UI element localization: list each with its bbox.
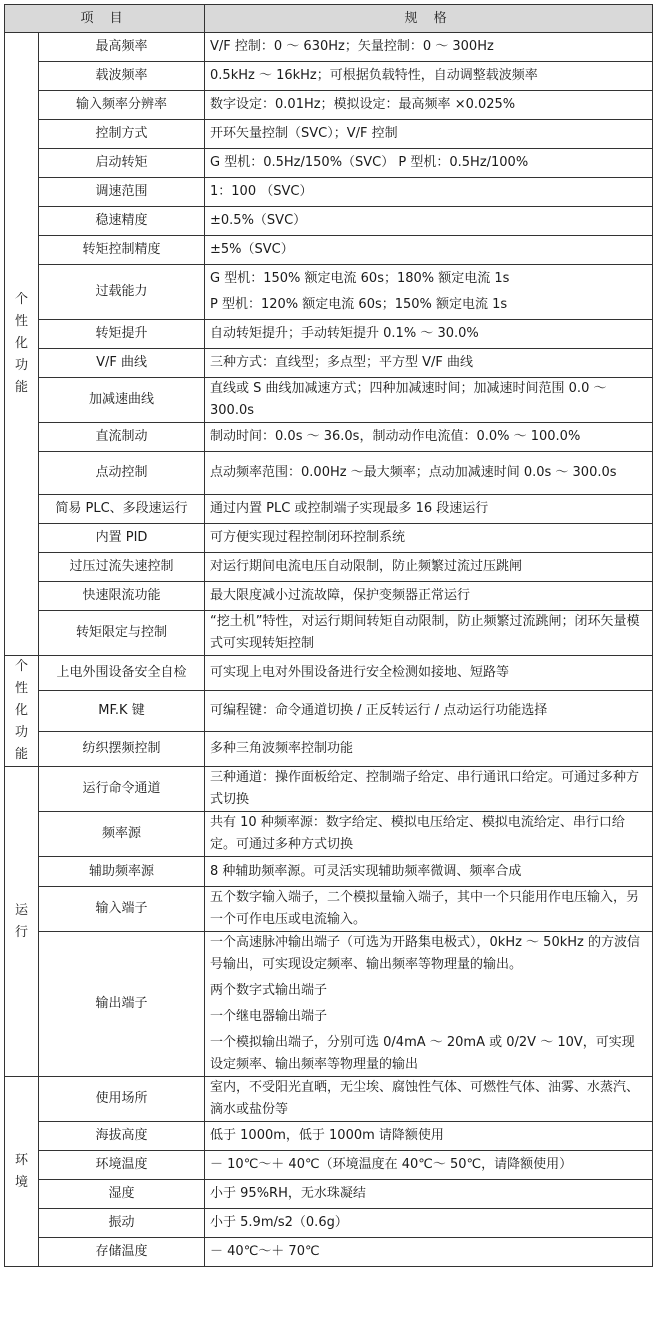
header-spec: 规 格 bbox=[205, 5, 653, 33]
spec-line: G 型机：150% 额定电流 60s；180% 额定电流 1s bbox=[210, 271, 510, 286]
header-row bbox=[5, 5, 653, 33]
spec-cell bbox=[205, 656, 653, 691]
item-cell: 海拔高度 bbox=[39, 1122, 205, 1151]
category-cell: 环 境 bbox=[5, 1077, 39, 1267]
spec-line: 8 种辅助频率源。可灵活实现辅助频率微调、频率合成 bbox=[210, 863, 522, 879]
spec-line: “挖土机”特性，对运行期间转矩自动限制，防止频繁过流跳闸；闭环矢量模式可实现转矩控制 bbox=[210, 614, 640, 651]
item-cell: 输入频率分辨率 bbox=[39, 91, 205, 120]
spec-line: 开环矢量控制（SVC）；V/F 控制 bbox=[210, 126, 398, 141]
item-cell: 存储温度 bbox=[39, 1238, 205, 1267]
spec-cell bbox=[205, 452, 653, 495]
table-row bbox=[5, 320, 653, 349]
spec-cell bbox=[205, 62, 653, 91]
spec-line: 最大限度减小过流故障，保护变频器正常运行 bbox=[210, 588, 471, 603]
spec-line: 一个高速脉冲输出端子（可选为开路集电极式），0kHz ～ 50kHz 的方波信号输出，可实现设定频率、输出频率等物理量的输出。 bbox=[210, 935, 640, 972]
spec-cell bbox=[205, 1151, 653, 1180]
spec-cell bbox=[205, 767, 653, 812]
table-row bbox=[5, 731, 653, 766]
spec-cell bbox=[205, 495, 653, 524]
item-cell: 过压过流失速控制 bbox=[39, 553, 205, 582]
spec-line: 两个数字式输出端子 bbox=[210, 983, 328, 998]
spec-cell bbox=[205, 524, 653, 553]
item-cell: 转矩限定与控制 bbox=[39, 611, 205, 656]
spec-cell bbox=[205, 265, 653, 320]
spec-cell bbox=[205, 1238, 653, 1267]
table-row bbox=[5, 887, 653, 932]
item-cell: 输入端子 bbox=[39, 887, 205, 932]
table-row bbox=[5, 857, 653, 887]
spec-line: 数字设定：0.01Hz；模拟设定：最高频率 ×0.025% bbox=[210, 97, 516, 112]
spec-cell bbox=[205, 1180, 653, 1209]
spec-cell bbox=[205, 553, 653, 582]
table-row bbox=[5, 767, 653, 812]
item-cell: 简易 PLC、多段速运行 bbox=[39, 495, 205, 524]
spec-cell bbox=[205, 691, 653, 731]
spec-line: G 型机：0.5Hz/150%（SVC） P 型机：0.5Hz/100% bbox=[210, 155, 529, 170]
table-row bbox=[5, 378, 653, 423]
spec-line: 0.5kHz ～ 16kHz；可根据负载特性，自动调整载波频率 bbox=[210, 68, 538, 83]
spec-line: 三种方式：直线型；多点型；平方型 V/F 曲线 bbox=[210, 355, 474, 370]
item-cell: 频率源 bbox=[39, 812, 205, 857]
table-row bbox=[5, 611, 653, 656]
table-row bbox=[5, 149, 653, 178]
table-row bbox=[5, 349, 653, 378]
spec-line: 可方便实现过程控制闭环控制系统 bbox=[210, 530, 406, 545]
spec-cell bbox=[205, 1077, 653, 1122]
spec-line: 小于 5.9m/s2（0.6g） bbox=[210, 1215, 348, 1230]
table-row bbox=[5, 1122, 653, 1151]
spec-cell bbox=[205, 91, 653, 120]
spec-line: 可编程键：命令通道切换 / 正反转运行 / 点动运行功能选择 bbox=[210, 702, 548, 718]
table-row bbox=[5, 452, 653, 495]
spec-line: V/F 控制：0 ～ 630Hz；矢量控制：0 ～ 300Hz bbox=[210, 39, 494, 54]
spec-line: 小于 95%RH，无水珠凝结 bbox=[210, 1186, 366, 1201]
item-cell: 快速限流功能 bbox=[39, 582, 205, 611]
table-row bbox=[5, 33, 653, 62]
item-cell: 湿度 bbox=[39, 1180, 205, 1209]
item-cell: 点动控制 bbox=[39, 452, 205, 495]
item-cell: 纺织摆频控制 bbox=[39, 731, 205, 766]
spec-cell bbox=[205, 349, 653, 378]
spec-cell bbox=[205, 423, 653, 452]
category-cell: 运 行 bbox=[5, 767, 39, 1077]
item-cell: 稳速精度 bbox=[39, 207, 205, 236]
spec-line: 对运行期间电流电压自动限制，防止频繁过流过压跳闸 bbox=[210, 559, 523, 574]
spec-line: 室内，不受阳光直晒，无尘埃、腐蚀性气体、可燃性气体、油雾、水蒸汽、滴水或盐份等 bbox=[210, 1080, 640, 1117]
category-cell: 个 性 化 功 能 bbox=[5, 656, 39, 767]
table-row bbox=[5, 495, 653, 524]
item-cell: 最高频率 bbox=[39, 33, 205, 62]
spec-line: － 40℃～＋ 70℃ bbox=[210, 1244, 320, 1259]
spec-line: 可实现上电对外围设备进行安全检测如接地、短路等 bbox=[210, 665, 510, 681]
spec-cell bbox=[205, 378, 653, 423]
spec-cell bbox=[205, 857, 653, 887]
item-cell: 辅助频率源 bbox=[39, 857, 205, 887]
spec-cell bbox=[205, 149, 653, 178]
spec-cell bbox=[205, 731, 653, 766]
item-cell: 输出端子 bbox=[39, 932, 205, 1077]
item-cell: 转矩提升 bbox=[39, 320, 205, 349]
spec-cell bbox=[205, 582, 653, 611]
spec-cell bbox=[205, 320, 653, 349]
spec-cell bbox=[205, 1122, 653, 1151]
table-body bbox=[5, 33, 653, 1267]
spec-cell bbox=[205, 33, 653, 62]
table-row bbox=[5, 1238, 653, 1267]
item-cell: 环境温度 bbox=[39, 1151, 205, 1180]
table-row bbox=[5, 524, 653, 553]
table-row bbox=[5, 1209, 653, 1238]
item-cell: 振动 bbox=[39, 1209, 205, 1238]
spec-line: 点动频率范围：0.00Hz ～最大频率；点动加减速时间 0.0s ～ 300.0s bbox=[210, 465, 617, 480]
item-cell: 加减速曲线 bbox=[39, 378, 205, 423]
spec-cell bbox=[205, 207, 653, 236]
table-row bbox=[5, 1180, 653, 1209]
spec-line: 一个模拟输出端子，分别可选 0/4mA ～ 20mA 或 0/2V ～ 10V，可实现设定频率、输出频率等物理量的输出 bbox=[210, 1035, 635, 1072]
table-row bbox=[5, 932, 653, 1077]
item-cell: 转矩控制精度 bbox=[39, 236, 205, 265]
spec-line: 一个继电器输出端子 bbox=[210, 1009, 328, 1024]
item-cell: 载波频率 bbox=[39, 62, 205, 91]
spec-line: 多种三角波频率控制功能 bbox=[210, 740, 354, 756]
spec-line: 直线或 S 曲线加减速方式；四种加减速时间；加减速时间范围 0.0 ～ 300.0s bbox=[210, 381, 607, 418]
spec-cell bbox=[205, 1209, 653, 1238]
spec-line: 1：100 （SVC） bbox=[210, 184, 313, 199]
item-cell: 内置 PID bbox=[39, 524, 205, 553]
spec-line: 共有 10 种频率源：数字给定、模拟电压给定、模拟电流给定、串行口给定。可通过多种方式切换 bbox=[210, 815, 625, 852]
spec-line: P 型机：120% 额定电流 60s；150% 额定电流 1s bbox=[210, 297, 508, 312]
table-row bbox=[5, 656, 653, 691]
spec-cell bbox=[205, 887, 653, 932]
item-cell: 控制方式 bbox=[39, 120, 205, 149]
item-cell: 使用场所 bbox=[39, 1077, 205, 1122]
table-row bbox=[5, 1151, 653, 1180]
spec-cell bbox=[205, 178, 653, 207]
spec-line: 三种通道：操作面板给定、控制端子给定、串行通讯口给定。可通过多种方式切换 bbox=[210, 770, 640, 807]
item-cell: 上电外围设备安全自检 bbox=[39, 656, 205, 691]
table-row bbox=[5, 62, 653, 91]
spec-table bbox=[4, 4, 653, 1267]
table-row bbox=[5, 553, 653, 582]
header-item: 项 目 bbox=[5, 5, 205, 33]
table-row bbox=[5, 91, 653, 120]
spec-cell bbox=[205, 236, 653, 265]
spec-line: 五个数字输入端子，二个模拟量输入端子，其中一个只能用作电压输入，另一个可作电压或电流输入。 bbox=[210, 890, 640, 927]
table-row bbox=[5, 265, 653, 320]
spec-line: 制动时间：0.0s ～ 36.0s，制动动作电流值：0.0% ～ 100.0% bbox=[210, 429, 581, 444]
item-cell: 过载能力 bbox=[39, 265, 205, 320]
spec-cell bbox=[205, 932, 653, 1077]
table-row bbox=[5, 207, 653, 236]
category-cell: 个 性 化 功 能 bbox=[5, 33, 39, 656]
table-row bbox=[5, 812, 653, 857]
item-cell: MF.K 键 bbox=[39, 691, 205, 731]
item-cell: 调速范围 bbox=[39, 178, 205, 207]
table-row bbox=[5, 236, 653, 265]
spec-line: 自动转矩提升；手动转矩提升 0.1% ～ 30.0% bbox=[210, 326, 479, 341]
item-cell: 启动转矩 bbox=[39, 149, 205, 178]
spec-line: － 10℃～＋ 40℃（环境温度在 40℃～ 50℃，请降额使用） bbox=[210, 1157, 573, 1172]
table-row bbox=[5, 691, 653, 731]
table-row bbox=[5, 582, 653, 611]
table-row bbox=[5, 178, 653, 207]
item-cell: V/F 曲线 bbox=[39, 349, 205, 378]
spec-line: ±0.5%（SVC） bbox=[210, 213, 307, 228]
item-cell: 直流制动 bbox=[39, 423, 205, 452]
spec-cell bbox=[205, 812, 653, 857]
spec-line: 低于 1000m，低于 1000m 请降额使用 bbox=[210, 1128, 444, 1143]
table-row bbox=[5, 1077, 653, 1122]
spec-cell bbox=[205, 611, 653, 656]
spec-line: ±5%（SVC） bbox=[210, 242, 294, 257]
spec-line: 通过内置 PLC 或控制端子实现最多 16 段速运行 bbox=[210, 501, 489, 516]
spec-cell bbox=[205, 120, 653, 149]
table-row bbox=[5, 423, 653, 452]
table-row bbox=[5, 120, 653, 149]
item-cell: 运行命令通道 bbox=[39, 767, 205, 812]
